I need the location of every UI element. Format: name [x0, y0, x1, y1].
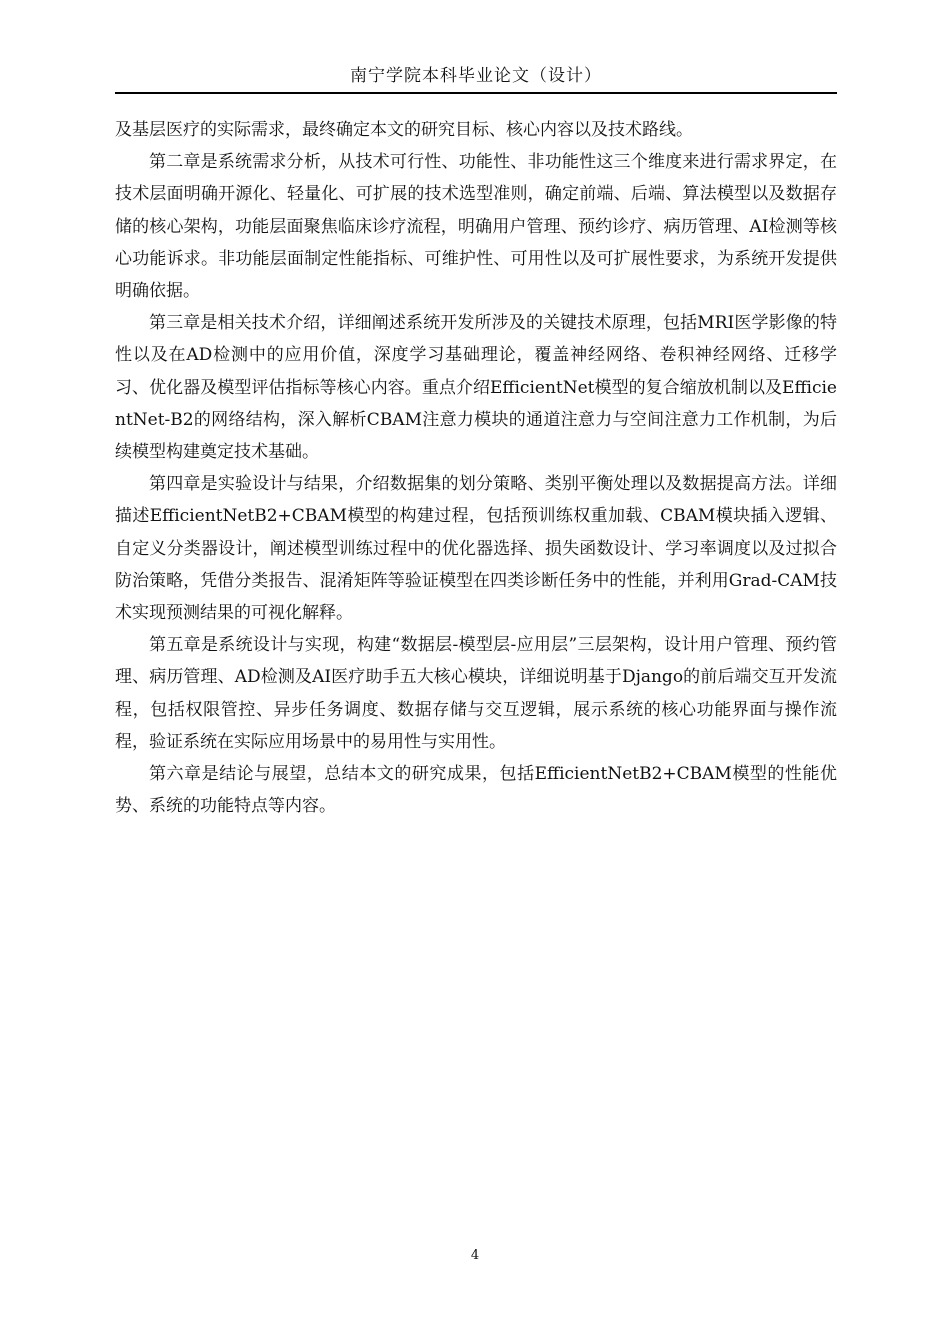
paragraph-3: 第三章是相关技术介绍，详细阐述系统开发所涉及的关键技术原理，包括MRI医学影像的特性以及在AD检测中的应用价值，深度学习基础理论，覆盖神经网络、卷积神经网络、迁移学习、优化器及模型评估指标等核心内容。重点介绍EfficientNet模型的复合缩放机制以及EfficientNet-B2的网络结构，深入解析CBAM注意力模块的通道注意力与空间注意力工作机制，为后续模型构建奠定技术基础。 [115, 313, 837, 463]
paragraph-4: 第四章是实验设计与结果，介绍数据集的划分策略、类别平衡处理以及数据提高方法。详细描述EfficientNetB2+CBAM模型的构建过程，包括预训练权重加载、CBAM模块插入逻辑、自定义分类器设计，阐述模型训练过程中的优化器选择、损失函数设计、学习率调度以及过拟合防治策略，凭借分类报告、混淆矩阵等验证模型在四类诊断任务中的性能，并利用Grad-CAM技术实现预测结果的可视化解释。 [115, 474, 837, 624]
paragraph-5: 第五章是系统设计与实现，构建“数据层-模型层-应用层”三层架构，设计用户管理、预约管理、病历管理、AD检测及AI医疗助手五大核心模块，详细说明基于Django的前后端交互开发流程，包括权限管控、异步任务调度、数据存储与交互逻辑，展示系统的核心功能界面与操作流程，验证系统在实际应用场景中的易用性与实用性。 [115, 635, 837, 752]
header-title: 南宁学院本科毕业论文（设计） [350, 66, 602, 86]
paragraph-2: 第二章是系统需求分析，从技术可行性、功能性、非功能性这三个维度来进行需求界定，在技术层面明确开源化、轻量化、可扩展的技术选型准则，确定前端、后端、算法模型以及数据存储的核心架构，功能层面聚焦临床诊疗流程，明确用户管理、预约诊疗、病历管理、AI检测等核心功能诉求。非功能层面制定性能指标、可维护性、可用性以及可扩展性要求，为系统开发提供明确依据。 [115, 152, 837, 302]
page-number: 4 [470, 1248, 480, 1263]
header-rule [115, 92, 837, 94]
paragraph-1: 及基层医疗的实际需求，最终确定本文的研究目标、核心内容以及技术路线。 [115, 120, 693, 140]
body-text [115, 114, 837, 822]
paragraph-6: 第六章是结论与展望，总结本文的研究成果，包括EfficientNetB2+CBAM模型的性能优势、系统的功能特点等内容。 [115, 764, 837, 817]
